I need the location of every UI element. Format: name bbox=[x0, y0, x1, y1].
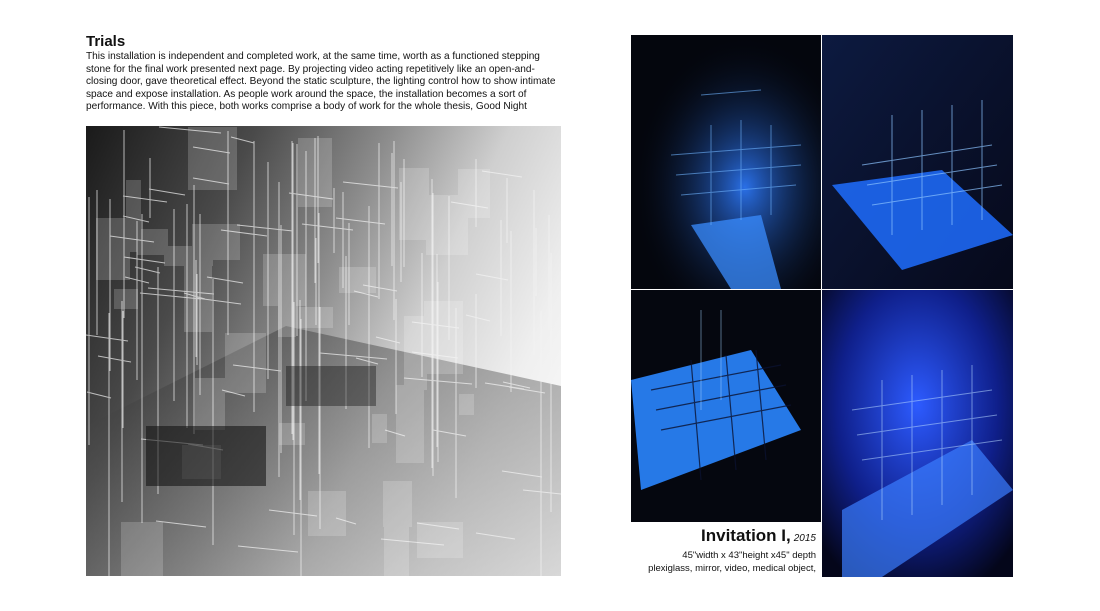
plexiglass-grid-illustration bbox=[86, 126, 561, 576]
artwork-materials: plexiglass, mirror, video, medical object, bbox=[648, 563, 816, 574]
installation-photo-blue-2 bbox=[822, 35, 1013, 289]
description-paragraph: This installation is independent and completed work, at the same time, worth as a functioned stepping stone for the final work presented next page. By projecting video acting repetitively like an open-and-closing door, gave theoretical effect. Beyond the static sculpture, the lighting control how to show intimate space and expose installation. As people work around the space, the installation becomes a sort of performance. With this piece, both works comprise a body of work for the whole thesis, Good Night bbox=[86, 51, 556, 113]
installation-photo-blue-4 bbox=[822, 290, 1013, 577]
installation-photo-blue-1 bbox=[631, 35, 821, 289]
installation-photo-grey bbox=[86, 126, 561, 576]
artwork-title: Invitation I, bbox=[701, 526, 791, 545]
artwork-title-line bbox=[631, 526, 816, 549]
page-title: Trials bbox=[86, 33, 126, 50]
installation-photo-blue-3 bbox=[631, 290, 821, 522]
artwork-year: 2015 bbox=[793, 533, 816, 544]
artwork-dimensions: 45"width x 43"height x45" depth bbox=[682, 550, 816, 561]
artwork-caption bbox=[631, 526, 816, 575]
